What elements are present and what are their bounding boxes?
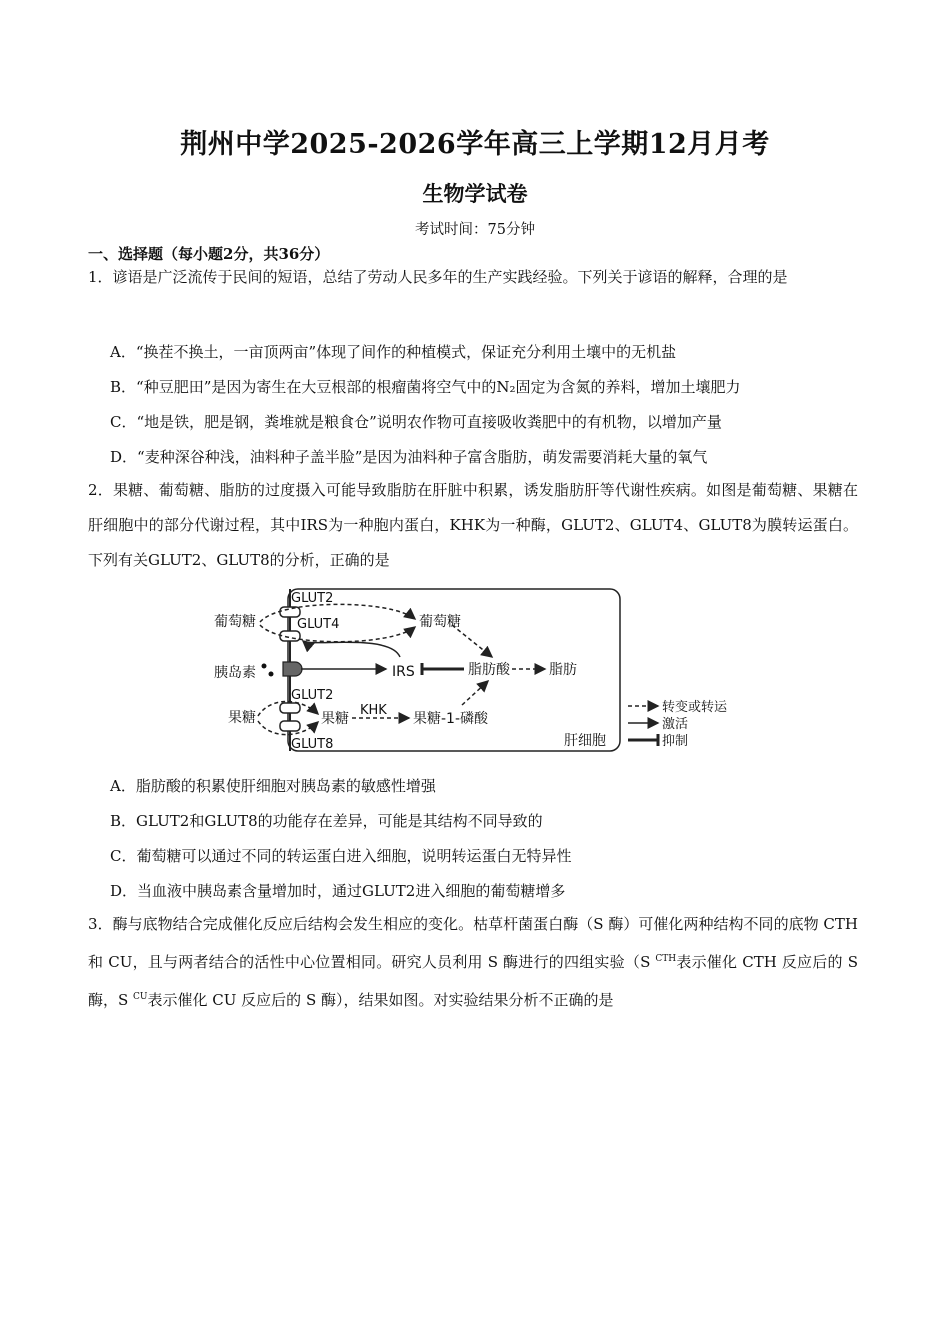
page-subtitle: 生物学试卷 [422,181,528,206]
legend-transform-label: 转变或转运 [662,700,728,715]
insulin-receptor [283,662,302,676]
glut2-bottom-channel [280,703,300,713]
legend-activate-label: 激活 [662,717,689,732]
legend-inhibit-label: 抑制 [662,734,689,749]
label-glut4: GLUT4 [297,617,340,632]
metabolism-diagram [200,585,740,755]
label-fructose-in: 果糖 [321,711,349,727]
label-glut2-top: GLUT2 [291,591,334,606]
question-3-stem [88,907,858,1018]
label-fructose-1p: 果糖-1-磷酸 [413,711,489,727]
question-3-text-1: 3．酶与底物结合完成催化反应后结构会发生相应的变化。枯草杆菌蛋白酶（S 酶）可催化两种结构不同的底物 CTH 和 CU，且与两者结合的活性中心位置相同。研究人员利用 S 酶进行的四组实验（S [88,915,858,971]
label-insulin: 胰岛素 [214,665,256,681]
label-glut8: GLUT8 [291,737,334,752]
glucose-to-fatty-acid-arrow [452,625,492,657]
label-fat: 脂肪 [549,662,577,678]
label-glucose-out: 葡萄糖 [214,614,256,630]
section-heading: 一、选择题（每小题2分，共36分） [88,245,330,263]
label-fatty-acid: 脂肪酸 [468,662,510,678]
label-liver-cell: 肝细胞 [564,733,606,749]
label-glucose-in: 葡萄糖 [419,614,461,630]
question-2-option-b: B．GLUT2和GLUT8的功能存在差异，可能是其结构不同导致的 [110,812,543,830]
glut4-channel [280,631,300,641]
question-2-option-d: D．当血液中胰岛素含量增加时，通过GLUT2进入细胞的葡萄糖增多 [110,882,566,900]
superscript-cu: CU [133,992,148,1002]
label-fructose-out: 果糖 [228,710,256,726]
label-irs: IRS [392,664,415,680]
question-2-stem: 2．果糖、葡萄糖、脂肪的过度摄入可能导致脂肪在肝脏中积累，诱发脂肪肝等代谢性疾病。如图是葡萄糖、果糖在肝细胞中的部分代谢过程，其中IRS为一种胞内蛋白，KHK为一种酶，GLUT2、GLUT4、GLUT8为膜转运蛋白。下列有关GLUT2、GLUT8的分析，正确的是 [88,481,858,569]
question-3-text-3: 表示催化 CU 反应后的 S 酶），结果如图。对实验结果分析不正确的是 [147,991,614,1009]
insulin-molecule [262,664,267,669]
glut8-channel [280,721,300,731]
question-2-option-a: A．脂肪酸的积累使肝细胞对胰岛素的敏感性增强 [110,777,436,795]
f1p-to-fatty-acid-arrow [462,681,488,705]
label-glut2-bottom: GLUT2 [291,688,334,703]
page-title: 荆州中学2025-2026学年高三上学期12月月考 [180,129,770,160]
superscript-cth: CTH [655,954,677,964]
question-1-option-c: C．“地是铁，肥是钢，粪堆就是粮食仓”说明农作物可直接吸收粪肥中的有机物，以增加产量 [110,413,722,431]
question-1-option-b: B．“种豆肥田”是因为寄生在大豆根部的根瘤菌将空气中的N₂固定为含氮的养料，增加土壤肥力 [110,378,741,396]
question-2-option-c: C．葡萄糖可以通过不同的转运蛋白进入细胞，说明转运蛋白无特异性 [110,847,572,865]
label-khk: KHK [360,703,387,718]
glut2-top-channel [280,607,300,617]
exam-time: 考试时间：75分钟 [415,222,535,238]
irs-to-glut4-arrow [303,641,400,657]
question-1-option-a: A．“换茬不换土，一亩顶两亩”体现了间作的种植模式，保证充分利用土壤中的无机盐 [110,343,677,361]
question-3-text-2: 表示催化 CTH 反应后的 S 酶，S [88,953,858,1009]
insulin-molecule-2 [269,672,274,677]
question-1-stem: 1．谚语是广泛流传于民间的短语，总结了劳动人民多年的生产实践经验。下列关于谚语的解释，合理的是 [88,268,788,286]
question-1-option-d: D．“麦种深谷种浅，油料种子盖半脸”是因为油料种子富含脂肪，萌发需要消耗大量的氧气 [110,448,708,466]
